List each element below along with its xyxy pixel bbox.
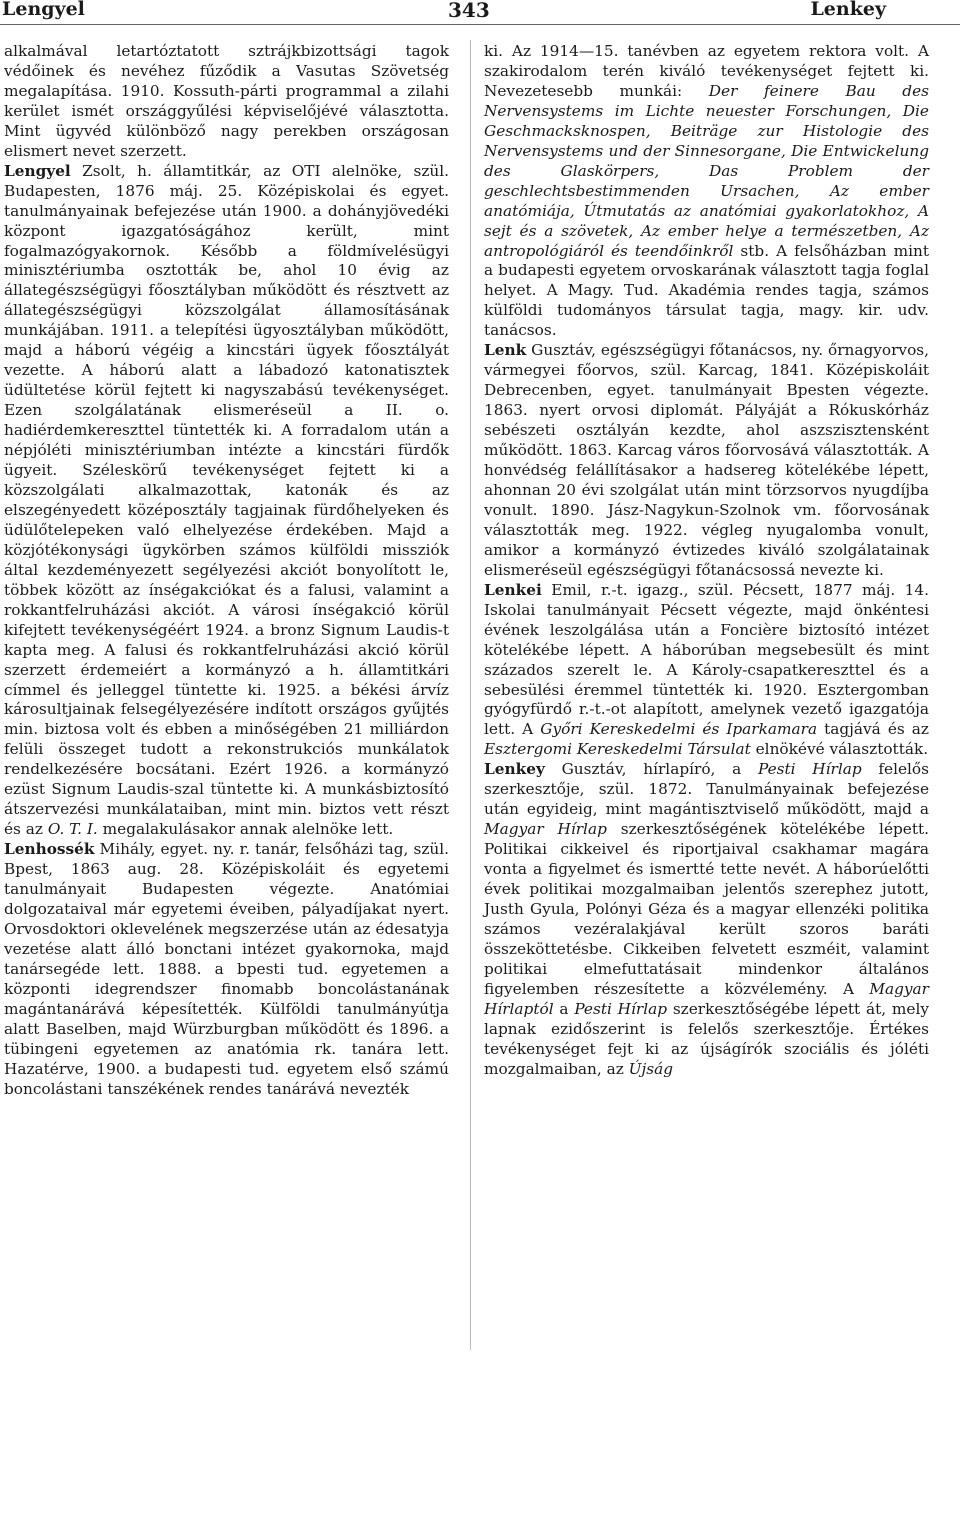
entry-text: Gusztáv, egészségügyi főtanácsos, ny. őrnagyorvos, vármegyei főorvos, szül. Karcag, 1841. Középiskoláit Debrecenben, egyet. tanulmányait Bpesten végezte. 1863. nyert orvosi diplomát. Pályáját a Rókuskórház sebészeti osztályán kezdte, ahol aszszisztensként működött. 1863. Karcag város főorvosává választották. A honvédség felállításakor a hadsereg kötelékébe lépett, ahonnan 20 évi szolgálat után mint törzsorvos nyugdíjba vonult. 1890. Jász-Nagykun-Szolnok vm. főorvosának választották meg. 1922. végleg nyugalomba vonult, amikor a kormányzó évtizedes kiváló szolgálatainak elismeréseül egészségügyi főtanácsossá nevezte ki. <box>484 341 929 579</box>
entry-headword: Lenhossék <box>4 840 95 859</box>
entry-text-tail: elnökévé választották. <box>750 740 929 759</box>
entry-emphasis: Pesti Hírlap <box>758 760 862 779</box>
entry-text: tagjává és az <box>817 720 929 739</box>
column-divider <box>470 40 471 1350</box>
entry-text-tail: megalakulásakor annak alelnöke lett. <box>97 820 394 839</box>
entry-headword: Lenkei <box>484 580 542 599</box>
entry-text: ki. Az 1914—15. tanévben az egyetem rektora volt. A szakirodalom terén kiváló tevékenységet fejtett ki. Nevezetesebb munkái: <box>484 42 929 100</box>
entry-headword: Lengyel <box>4 161 71 180</box>
entry-lenk <box>484 341 929 580</box>
continuation-text: alkalmával letartóztatott sztrájkbizottsági tagok védőinek és nevéhez fűződik a Vasutas Szövetség megalapítása. 1910. Kossuth-párti programmal a zilahi kerület ismét országgyűlési képviselőjévé választotta. Mint ügyvéd különböző nagy perekben országosan elismert nevet szerzett. <box>4 42 449 160</box>
entry-text: Mihály, egyet. ny. r. tanár, felsőházi tag, szül. Bpest, 1863 aug. 28. Középiskoláit és egyetemi tanulmányait Budapesten végezte. Anatómiai dolgozataival már egyetemi éveiben, pályadíjakat nyert. Orvosdoktori oklevelének megszerzése után az édesatyja vezetése alatt álló bonctani intézet gyakornoka, majd tanársegéde lett. 1888. a bpesti tud. egyetemen a központi idegrendszer finomabb boncolástanának magántanárává képesítették. Külföldi tanulmányútja alatt Baselben, majd Würzburgban működött és 1896. a tübingeni egyetemen az anatómia rk. tanára lett. Hazatérve, 1900. a budapesti tud. egyetem első számú boncolástani tanszékének rendes tanárává nevezték <box>4 840 449 1098</box>
entry-emphasis: Újság <box>628 1059 674 1078</box>
entry-text: felelős szerkesztője, szül. 1872. Tanulmányainak befejezése után egyideig, mint magántisztviselő működött, majd a <box>484 760 929 819</box>
entry-lengyel-zsolt <box>4 162 449 840</box>
entry-emphasis: Magyar Hírlap <box>484 820 607 839</box>
entry-continuation <box>4 42 449 162</box>
entry-lenhossek <box>4 840 449 1099</box>
entry-emphasis: Pesti Hírlap <box>574 999 668 1018</box>
running-head-right: Lenkey <box>810 0 886 20</box>
entry-text: a <box>553 999 575 1018</box>
entry-emphasis: O. T. I. <box>47 820 98 839</box>
works-list: Der feinere Bau des Nervensystems im Lichte neuester Forschungen, Die Geschmacksknospen, Beiträge zur Histologie des Nervensystems und der Sinnesorgane, Die Entwickelung des Glaskörpers, Das Problem der geschlechtsbestimmenden Ursachen, Az ember anatómiája, Útmutatás az anatómiai gyakorlatokhoz, A sejt és a szövetek, Az ember helye a természetben, Az antropológiáról és teendőinkről <box>484 81 929 260</box>
entry-text: Gusztáv, hírlapíró, a <box>544 760 758 779</box>
left-column <box>4 42 449 1100</box>
entry-lenkei <box>484 581 929 761</box>
entry-text-tail: stb. A felsőházban mint a budapesti egyetem orvoskarának választott tagja foglal helyet. A Magy. Tud. Akadémia rendes tagja, számos külföldi tudományos társulat tagja, magy. kir. udv. tanácsos. <box>484 241 930 340</box>
entry-lenhossek-continued <box>484 42 929 341</box>
entry-headword: Lenk <box>484 341 527 360</box>
entry-text: szerkesztőségének kötelékébe lépett. Politikai cikkeivel és riportjaival csakhamar magára vonta a figyelmet és ismertté tette nevét. A háborúelőtti évek politikai mozgalmaiban jelentős szerephez jutott, Justh Gyula, Polónyi Géza és a magyar ellenzéki politika számos vezéralakjával került szoros baráti összeköttetésbe. Cikkeiben felvetett eszméit, valamint politikai elmefuttatásait mindenkor általános figyelemben részesítette a közvélemény. A <box>484 820 929 998</box>
entry-text: szerkesztőségébe lépett át, mely lapnak ezidőszerint is felelős szerkesztője. Értékes tevékenységet fejt ki az újságírók szociális és jóléti mozgalmaiban, az <box>484 999 929 1078</box>
entry-text: Zsolt, h. államtitkár, az OTI alelnöke, szül. Budapesten, 1876 máj. 25. Középiskolai és egyet. tanulmányainak befejezése után 1900. a dohányjövedéki központ igazgatóságához került, mint fogalmazógyakornok. Később a földmívelésügyi minisztériumba osztották be, ahol 10 évig az állategészségügyi főosztályban működött és résztvett az állategészségügyi közszolgálat államosításának munkájában. 1911. a telepítési ügyosztályban működött, majd a háború végéig a kincstári ügyek főosztályát vezette. A háború alatt a lábadozó katonatisztek üdültetése körül fejtett ki nagyszabású tevékenységet. Ezen szolgálatának elismeréseül a II. o. hadiérdemkereszttel tüntették ki. A forradalom után a népjóléti minisztériumban intézte a kincstári fürdők ügyeit. Széleskörű tevékenységet fejtett ki a közszolgálati alkalmazottak, katonák és az elszegényedett középosztály tagjainak fürdőhelyeken és üdülőtelepeken való elhelyezése érdekében. Majd a közjótékonysági ügykörben számos külföldi missziók által kezdeményezett segélyezési akciót bonyolított le, többek között az ínségakciókat és a falusi, valamint a rokkantfelruházási akciót. A városi ínségakció körül kifejtett tevékenységéért 1924. a bronz Signum Laudis-t kapta meg. A falusi és rokkantfelruházási akció körül szerzett érdemeiért a kormányzó a h. államtitkári címmel és jelleggel tüntette ki. 1925. a békési árvíz károsultjainak felsegélyezésére indított országos gyűjtés min. biztosa volt és ebben a minőségében 21 milliárdon felüli összeget tudott a rekonstrukciós munkálatok rendelkezésére bocsátani. Ezért 1926. a kormányzó ezüst Signum Laudis-szal tüntette ki. A munkásbiztosító átszervezési munkálataiban, mint min. biztos vett részt és az <box>4 161 449 839</box>
entry-headword: Lenkey <box>484 760 545 779</box>
running-head-left: Lengyel <box>2 0 85 20</box>
page-number: 343 <box>448 0 490 22</box>
header-rule <box>0 24 960 25</box>
entry-lenkey <box>484 760 929 1079</box>
entry-text: Emil, r.-t. igazg., szül. Pécsett, 1877 máj. 14. Iskolai tanulmányait Pécsett végezte, majd önkéntesi évének leszolgálása után a Foncière biztosító intézet kötelékébe lépett. A háborúban megsebesült és mint százados szerelt le. A Károly-csapatkereszttel és a sebesülési éremmel tüntették ki. 1920. Esztergomban gyógyfürdő r.-t.-ot alapított, amelynek vezető igazgatója lett. A <box>484 580 929 739</box>
page-header <box>0 0 960 26</box>
right-column <box>484 42 929 1080</box>
entry-emphasis: Magyar Hírlaptól <box>484 979 929 1018</box>
entry-emphasis: Győri Kereskedelmi és Iparkamara <box>540 720 818 739</box>
entry-emphasis: Esztergomi Kereskedelmi Társulat <box>484 740 751 759</box>
